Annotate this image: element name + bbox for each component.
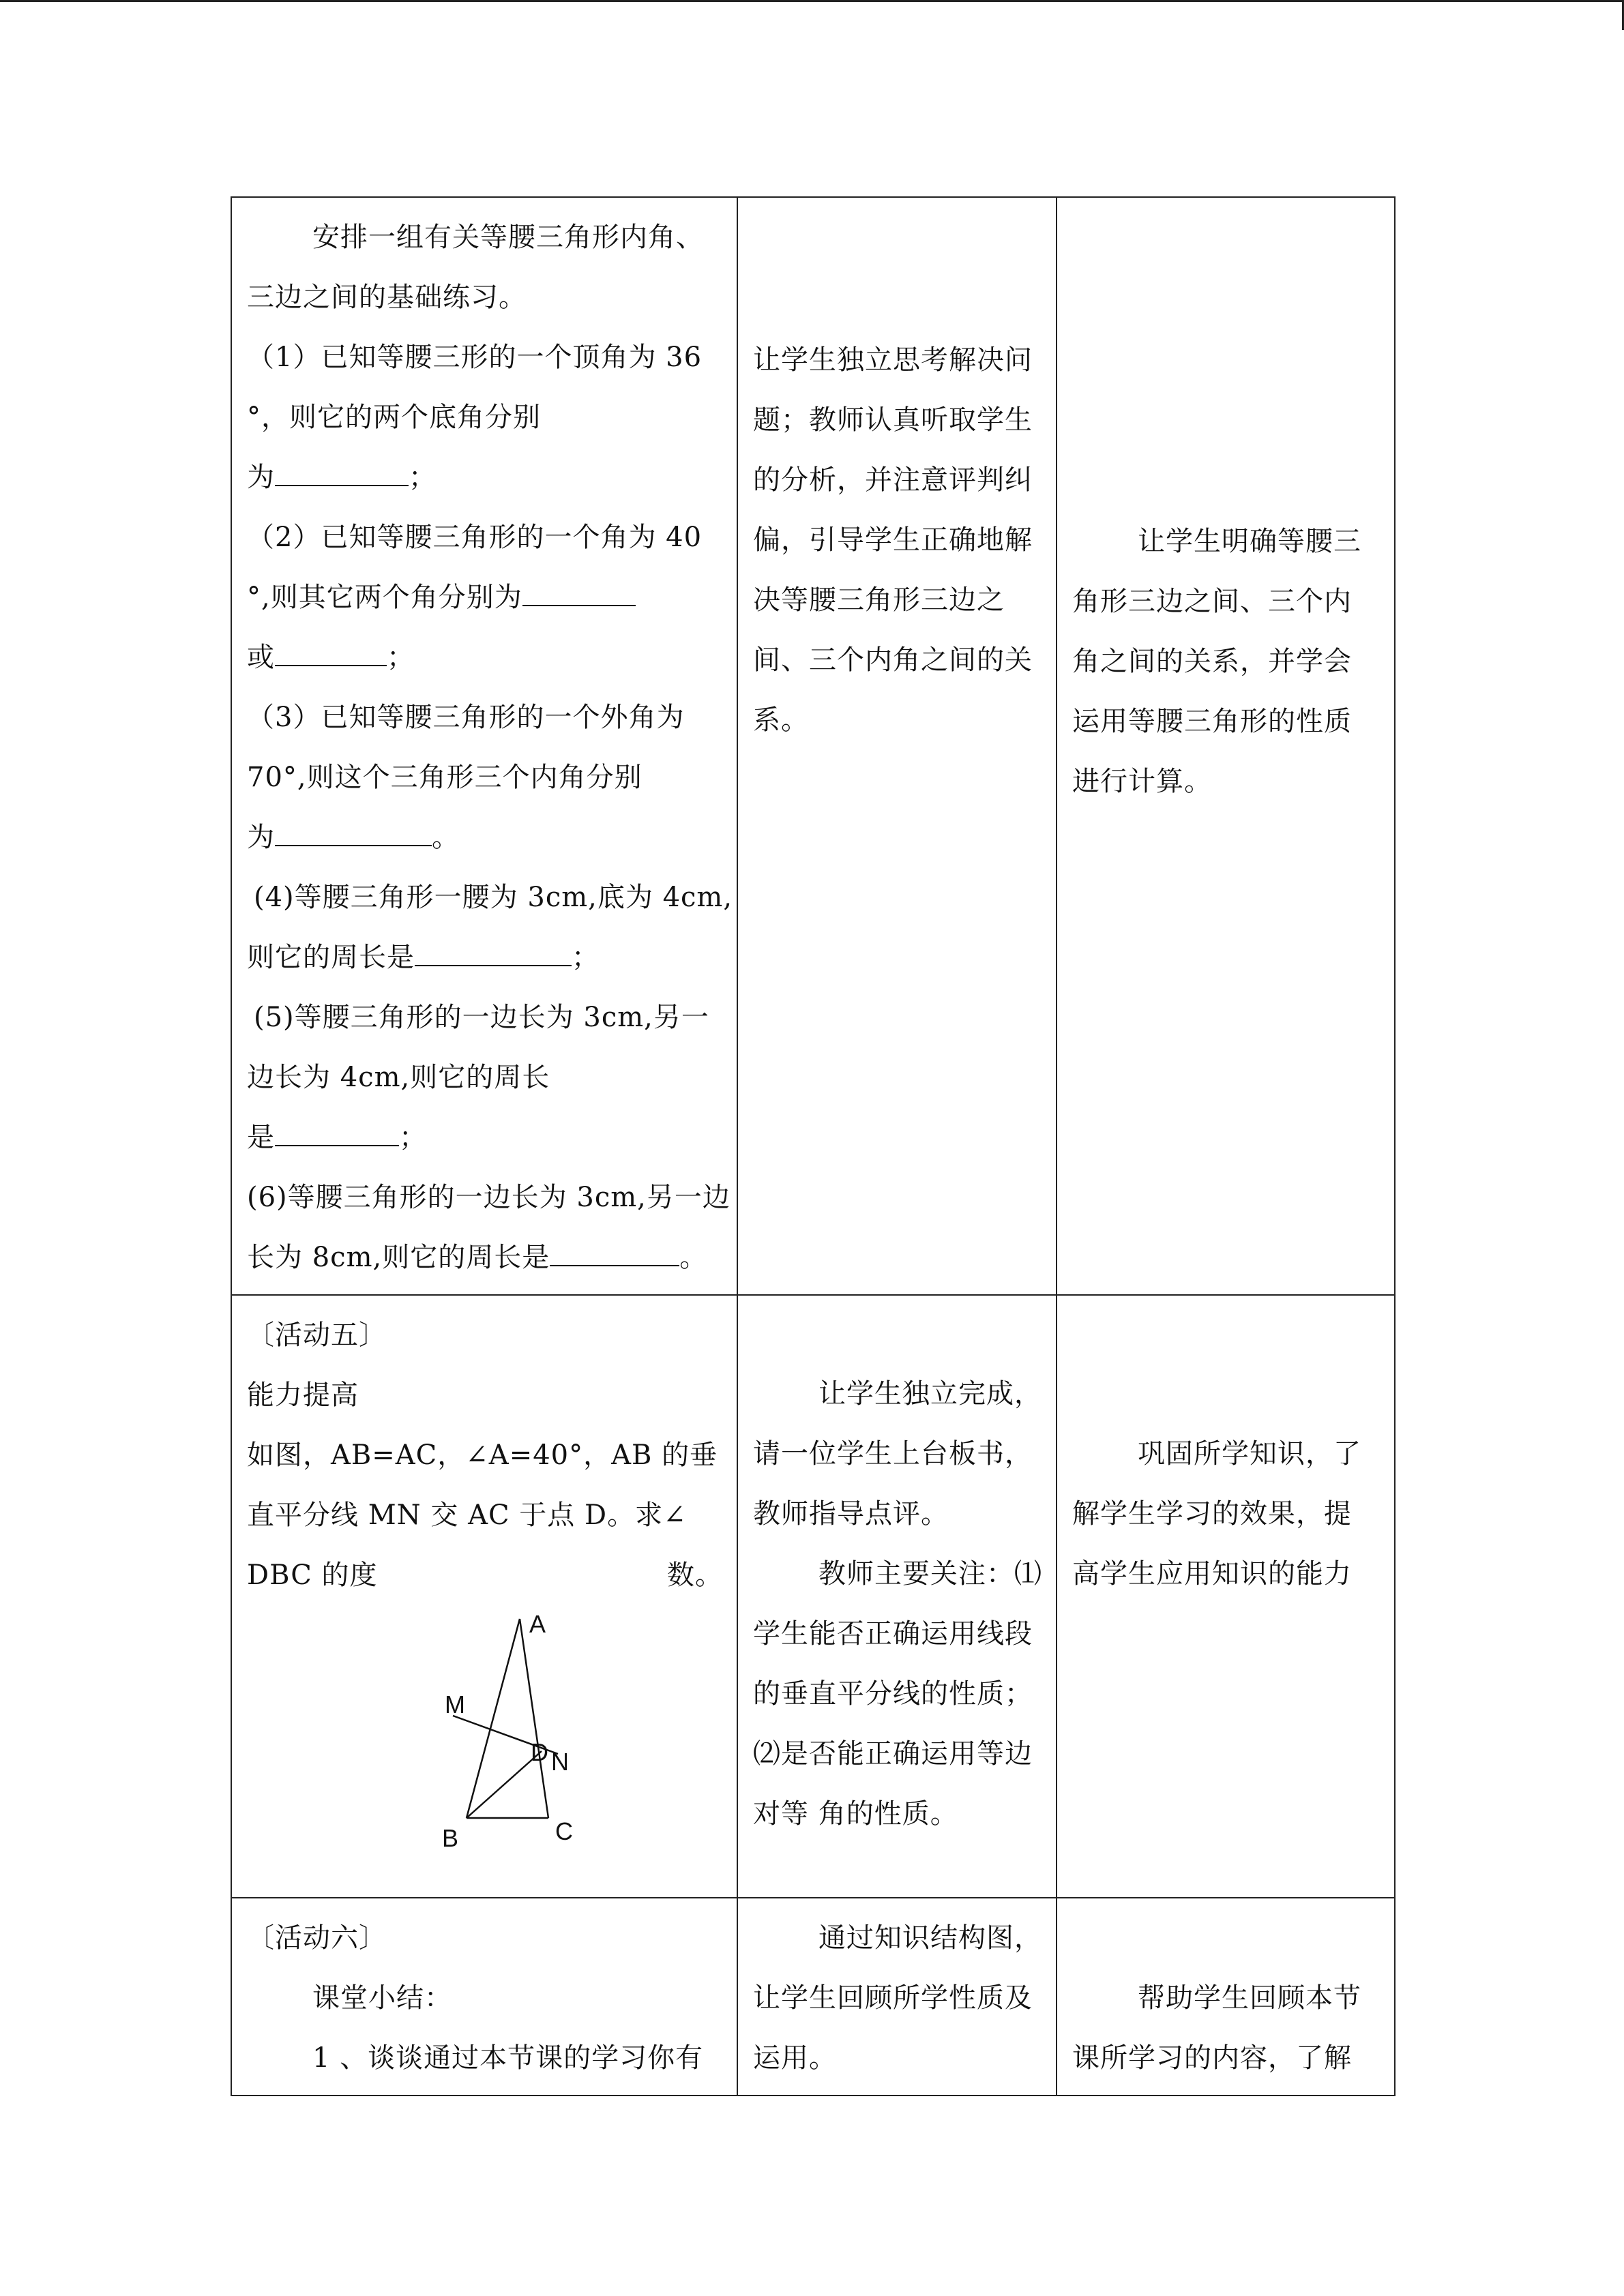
text-fragment: DBC 的度 <box>247 1560 378 1591</box>
text-fragment: 是 <box>247 1122 275 1153</box>
activity-heading: 〔活动五〕 <box>247 1320 387 1351</box>
text-line: （3）已知等腰三角形的一个外角为 <box>247 702 685 733</box>
triangle-diagram <box>438 1612 643 1864</box>
text-line: 对等 角的性质。 <box>753 1798 958 1830</box>
text-line: 系。 <box>753 704 809 736</box>
text-line: 直平分线 MN 交 AC 于点 D。求∠ <box>247 1500 687 1531</box>
design-intent-cell <box>1057 197 1395 1295</box>
text-line: 的垂直平分线的性质； <box>753 1678 1033 1710</box>
teacher-activity-cell <box>737 1898 1057 2096</box>
table-row <box>231 1295 1395 1898</box>
text-line: 偏，引导学生正确地解 <box>753 524 1033 556</box>
text-fragment: °,则其它两个角分别为 <box>247 582 522 613</box>
text-fragment: ； <box>409 462 437 493</box>
text-line: 进行计算。 <box>1072 766 1212 797</box>
page-top-border <box>0 0 1624 2</box>
text-line <box>247 1227 723 1287</box>
text-line: 让学生独立完成， <box>818 1378 1042 1410</box>
text-fragment: 。 <box>679 1242 708 1273</box>
teacher-activity-cell <box>737 197 1057 1295</box>
text-line: 教师主要关注：⑴ <box>818 1558 1042 1590</box>
text-line: 三边之间的基础练习。 <box>247 282 527 313</box>
text-line: (5)等腰三角形的一边长为 3cm,另一 <box>254 1002 709 1033</box>
text-line: 运用等腰三角形的性质 <box>1072 706 1352 737</box>
text-line <box>247 627 723 687</box>
answer-blank <box>522 579 636 606</box>
design-intent-cell <box>1057 1898 1395 2096</box>
text-fragment: 或 <box>247 642 275 673</box>
teacher-activity-cell <box>737 1295 1057 1898</box>
text-line: (4)等腰三角形一腰为 3cm,底为 4cm, <box>254 882 733 913</box>
text-line: 题；教师认真听取学生 <box>753 404 1033 436</box>
text-line: 巩固所学知识，了 <box>1138 1438 1361 1470</box>
answer-blank <box>275 459 409 486</box>
answer-blank <box>275 639 387 666</box>
text-line: 角形三边之间、三个内 <box>1072 586 1352 617</box>
text-fragment: 长为 8cm,则它的周长是 <box>247 1242 550 1273</box>
text-line <box>247 807 723 867</box>
text-line: 通过知识结构图， <box>818 1922 1042 1954</box>
answer-blank <box>550 1239 679 1266</box>
text-line: （1）已知等腰三形的一个顶角为 36 <box>247 342 703 373</box>
text-line: ⑵是否能正确运用等边 <box>753 1738 1033 1770</box>
answer-blank <box>415 939 572 966</box>
text-line: 如图，AB=AC，∠A=40°，AB 的垂 <box>247 1440 718 1471</box>
text-line: 运用。 <box>753 2042 837 2074</box>
label-c: C <box>555 1817 574 1845</box>
text-line: 请一位学生上台板书， <box>753 1438 1033 1470</box>
lesson-plan-table <box>231 196 1396 2096</box>
activity-subheading: 课堂小结： <box>312 1982 452 2014</box>
activity-content-cell <box>231 197 737 1295</box>
text-fragment: 为 <box>247 462 275 493</box>
text-fragment: 。 <box>432 822 460 853</box>
text-fragment: 为 <box>247 822 275 853</box>
activity-subheading: 能力提高 <box>247 1380 359 1411</box>
text-line: 70°,则这个三角形三个内角分别 <box>247 762 643 793</box>
text-fragment: ； <box>572 942 600 973</box>
text-line: 决等腰三角形三边之 <box>753 584 1005 616</box>
side-ab <box>467 1619 520 1818</box>
table-row <box>231 197 1395 1295</box>
text-fragment: ； <box>387 642 415 673</box>
text-line: 高学生应用知识的能力 <box>1072 1558 1352 1590</box>
text-fragment: ； <box>399 1122 427 1153</box>
text-line: 角之间的关系，并学会 <box>1072 646 1352 677</box>
text-line: 帮助学生回顾本节 <box>1138 1982 1361 2014</box>
text-line <box>247 567 723 627</box>
text-line: 让学生回顾所学性质及 <box>753 1982 1033 2014</box>
text-line <box>247 447 723 507</box>
answer-blank <box>275 1119 399 1146</box>
text-line: 的分析，并注意评判纠 <box>753 464 1033 496</box>
text-line: （2）已知等腰三角形的一个角为 40 <box>247 522 703 553</box>
text-line <box>247 927 723 987</box>
text-fragment: 则它的周长是 <box>247 942 415 973</box>
text-line: 边长为 4cm,则它的周长 <box>247 1062 550 1093</box>
activity-heading: 〔活动六〕 <box>247 1922 387 1954</box>
text-line: 学生能否正确运用线段 <box>753 1618 1033 1650</box>
text-line <box>247 1545 723 1605</box>
design-intent-cell <box>1057 1295 1395 1898</box>
label-b: B <box>442 1824 460 1852</box>
label-d: D <box>531 1738 549 1766</box>
text-fragment: 数。 <box>667 1560 723 1591</box>
answer-blank <box>275 819 432 846</box>
text-line: 间、三个内角之间的关 <box>753 644 1033 676</box>
text-line: 让学生明确等腰三 <box>1138 526 1361 557</box>
activity-content-cell <box>231 1898 737 2096</box>
activity-content-cell <box>231 1295 737 1898</box>
table-row <box>231 1898 1395 2096</box>
label-a: A <box>529 1612 547 1638</box>
text-line: 让学生独立思考解决问 <box>753 344 1033 376</box>
text-line: (6)等腰三角形的一边长为 3cm,另一边 <box>247 1182 730 1213</box>
label-n: N <box>551 1748 570 1776</box>
text-line <box>247 1107 723 1167</box>
text-line: 教师指导点评。 <box>753 1498 949 1530</box>
triangle-figure <box>247 1605 723 1864</box>
side-ac <box>520 1619 548 1818</box>
text-line: 安排一组有关等腰三角形内角、 <box>312 222 704 253</box>
text-line: °，则它的两个底角分别 <box>247 402 541 433</box>
label-m: M <box>445 1690 466 1718</box>
text-line: 课所学习的内容，了解 <box>1072 2042 1352 2074</box>
text-line: 解学生学习的效果，提 <box>1072 1498 1352 1530</box>
text-line: 1 、谈谈通过本节课的学习你有 <box>312 2042 704 2074</box>
